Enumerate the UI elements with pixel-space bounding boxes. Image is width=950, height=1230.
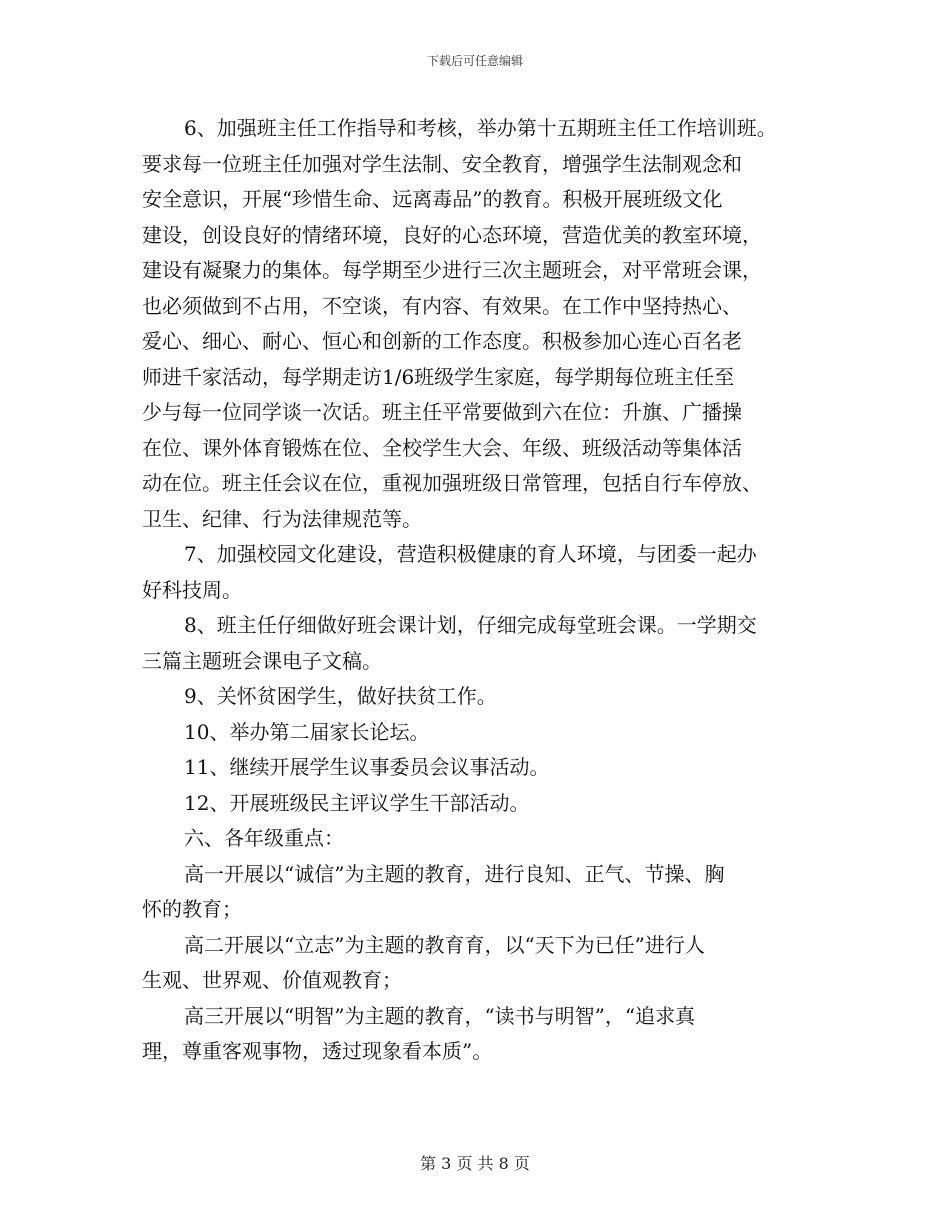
text-line: 建设，创设良好的情绪环境，良好的心态环境，营造优美的教室环境， [142,222,762,247]
text-line: 6、加强班主任工作指导和考核，举办第十五期班主任工作培训班。 [184,116,777,140]
text-line: 9、关怀贫困学生，做好扶贫工作。 [184,684,497,708]
page-header-note: 下载后可任意编辑 [426,54,523,68]
text-line: 爱心、细心、耐心、恒心和创新的工作态度。积极参加心连心百名老 [142,329,742,353]
text-line: 建设有凝聚力的集体。每学期至少进行三次主题班会，对平常班会课， [142,258,762,282]
document-body [142,111,822,1070]
text-line: 高三开展以“明智”为主题的教育，“读书与明智”，“追求真 [184,1003,696,1028]
text-line: 也必须做到不占用，不空谈，有内容、有效果。在工作中坚持热心、 [142,293,742,318]
text-line: 理，尊重客观事物，透过现象看本质”。 [142,1039,493,1063]
text-line: 师进千家活动，每学期走访1/6班级学生家庭，每学期每位班主任至 [142,364,735,389]
page-number-footer: 第 3 页 共 8 页 [420,1154,530,1173]
text-line: 8、班主任仔细做好班会课计划，仔细完成每堂班会课。一学期交 [184,613,757,637]
text-line: 要求每一位班主任加强对学生法制、安全教育，增强学生法制观念和 [142,151,742,176]
text-line: 安全意识，开展“珍惜生命、远离毒品”的教育。积极开展班级文化 [142,187,723,211]
text-line: 好科技周。 [142,577,242,602]
text-line: 7、加强校园文化建设，营造积极健康的育人环境，与团委一起办 [184,542,757,566]
text-line: 怀的教育； [142,897,242,921]
text-line: 动在位。班主任会议在位，重视加强班级日常管理，包括自行车停放、 [142,471,762,495]
text-line: 三篇主题班会课电子文稿。 [142,648,382,673]
text-line: 在位、课外体育锻炼在位、全校学生大会、年级、班级活动等集体活 [142,435,742,460]
text-line: 生观、世界观、价值观教育； [142,968,402,992]
text-line: 11、继续开展学生议事委员会议事活动。 [184,755,550,779]
section-heading: 六、各年级重点： [184,826,344,850]
text-line: 卫生、纪律、行为法律规范等。 [142,506,422,531]
text-line: 高二开展以“立志”为主题的教育育，以“天下为已任”进行人 [184,932,705,957]
text-line: 10、举办第二届家长论坛。 [184,719,430,744]
text-line: 少与每一位同学谈一次话。班主任平常要做到六在位：升旗、广播操 [142,400,742,424]
text-line: 高一开展以“诚信”为主题的教育，进行良知、正气、节操、胸 [184,861,725,886]
text-line: 12、开展班级民主评议学生干部活动。 [184,790,530,815]
